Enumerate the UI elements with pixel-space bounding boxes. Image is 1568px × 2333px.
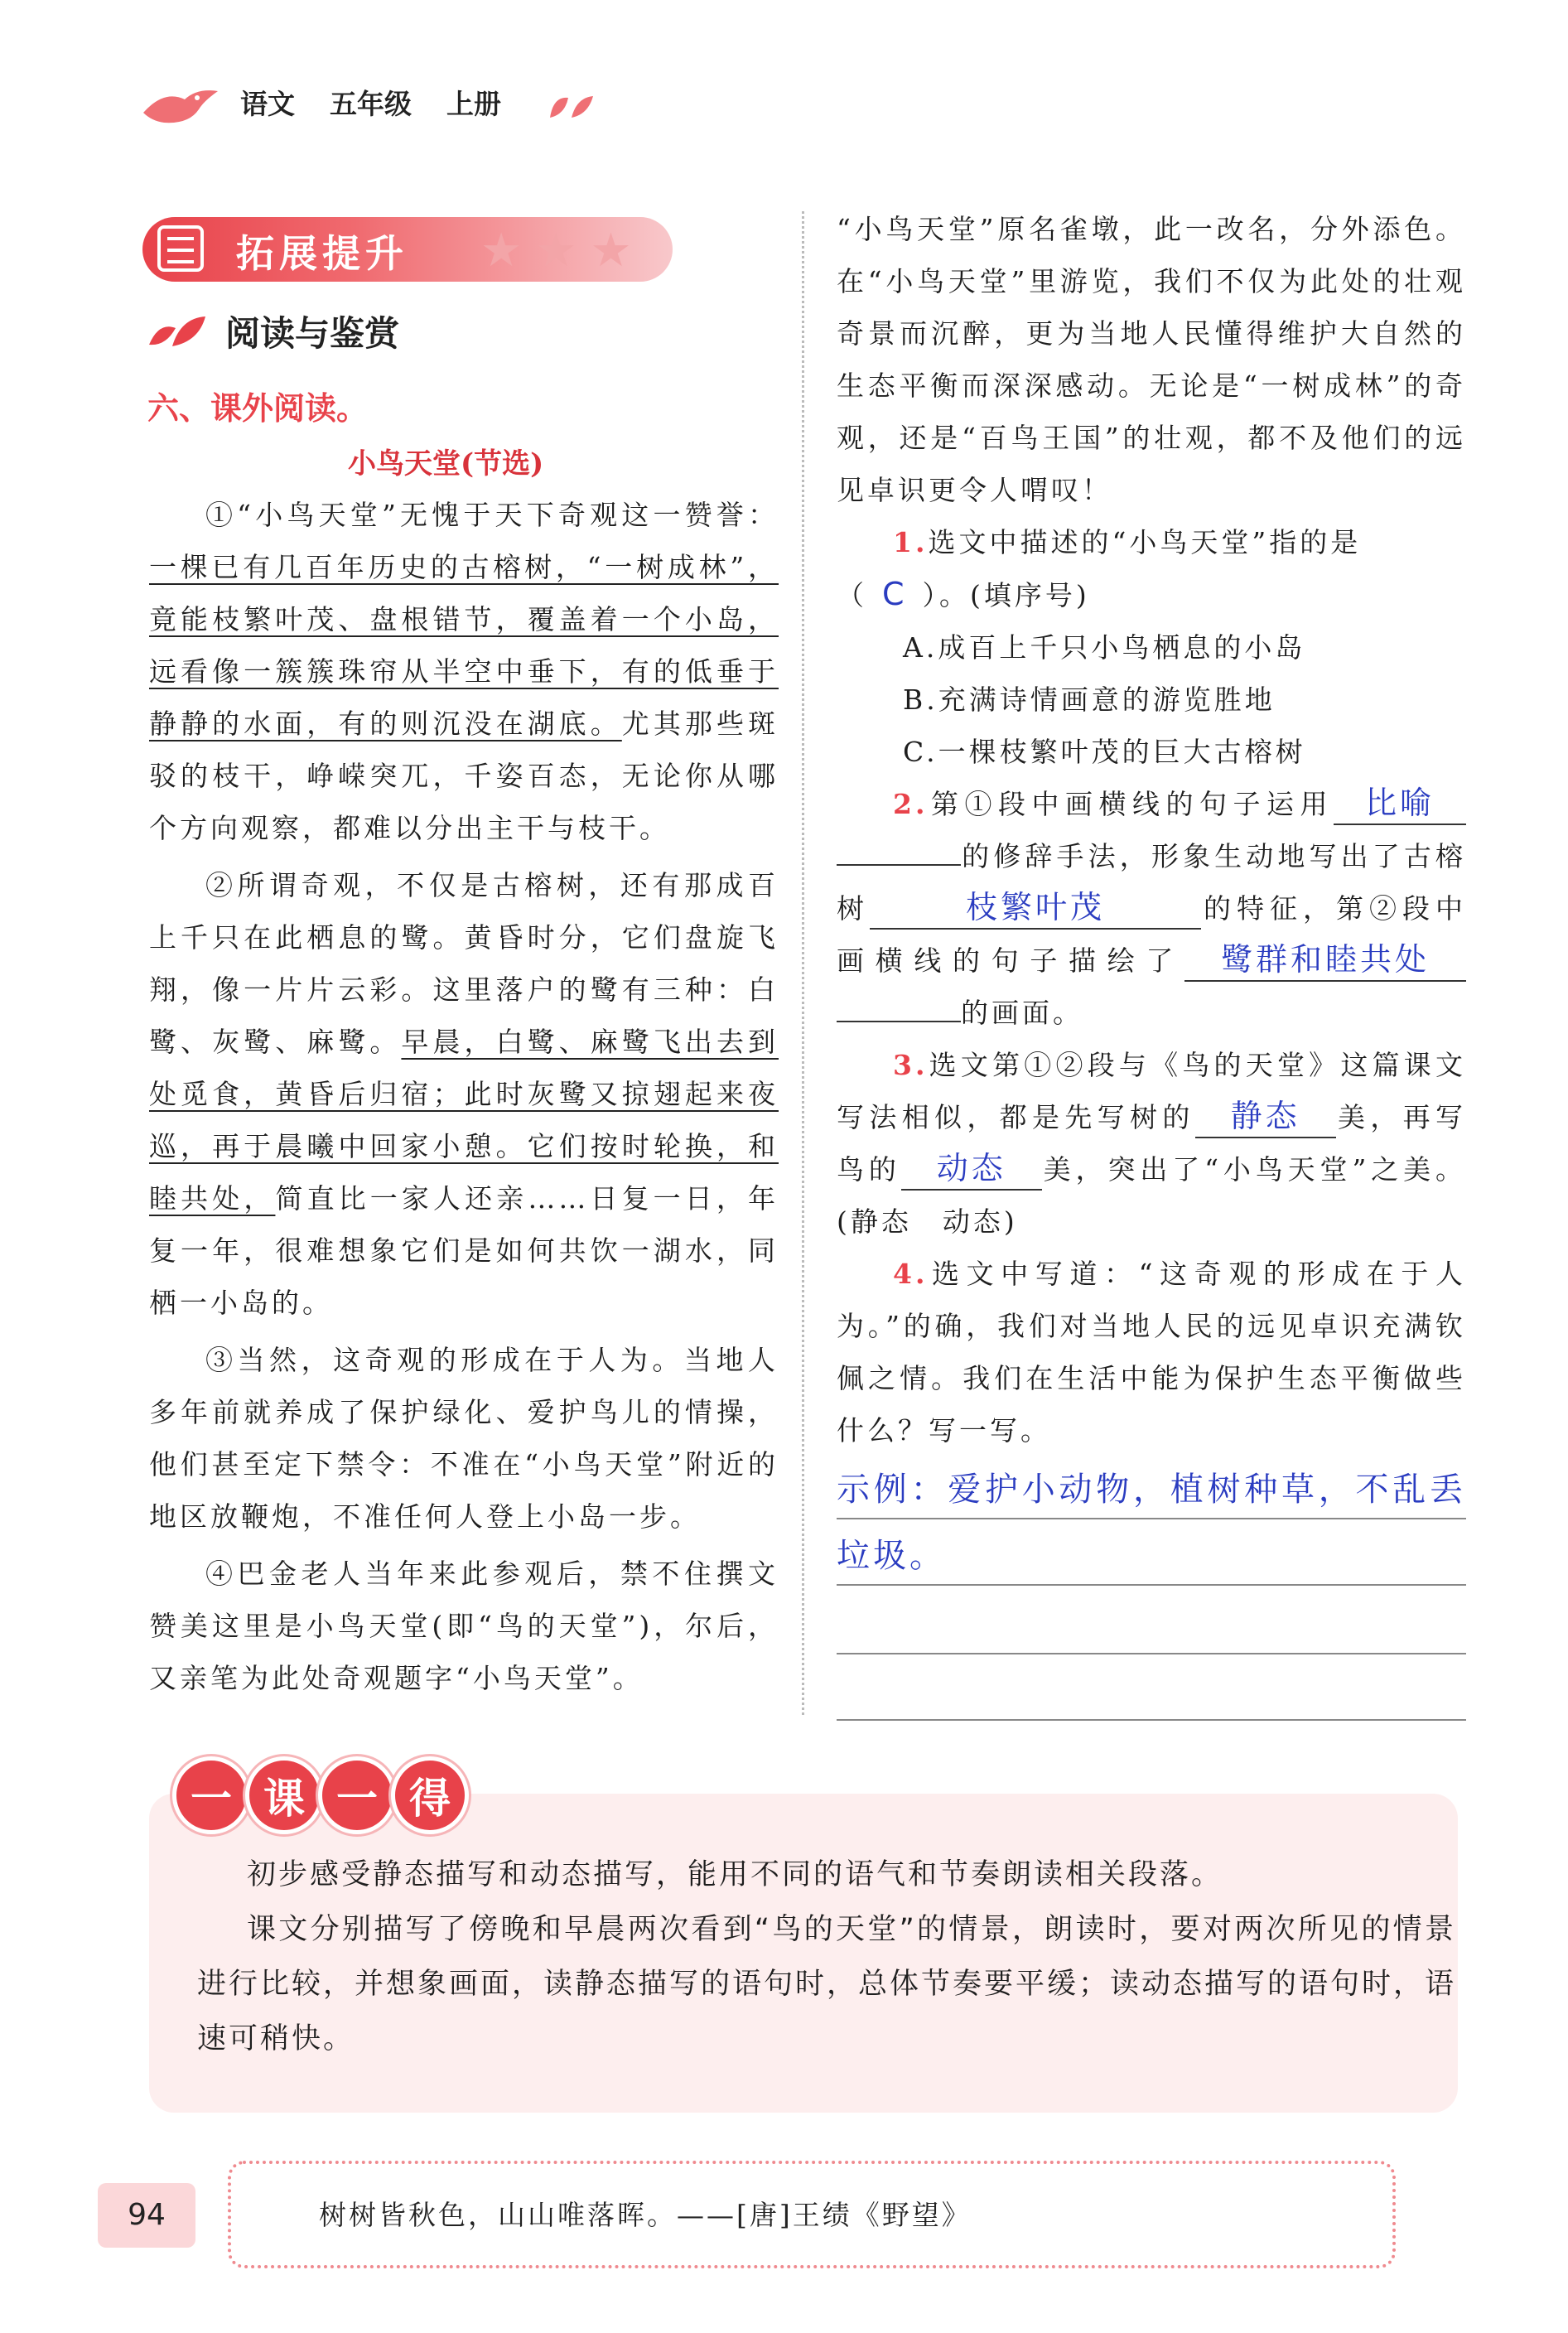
paragraph-1: ①“小鸟天堂”无愧于天下奇观这一赞誉：一棵已有几百年历史的古榕树，“一树成林”，竟能枝繁叶茂、盘根错节，覆盖着一个小岛，远看像一簇簇珠帘从半空中垂下，有的低垂于静静的水面，有的则沉没在湖底。尤其那些斑驳的枝干，峥嵘突兀，千姿百态，无论你从哪个方向观察，都难以分出主干与枝干。 bbox=[149, 499, 779, 844]
bird-icon bbox=[139, 81, 222, 131]
passage-continuation: “小鸟天堂”原名雀墩，此一改名，分外添色。在“小鸟天堂”里游览，我们不仅为此处的壮观奇景而沉醉，更为当地人民懂得维护大自然的生态平衡而深深感动。无论是“一树成林”的奇观，还是“百鸟王国”的壮观，都不及他们的远见卓识更令人喟叹！ bbox=[837, 213, 1466, 506]
paragraph-4: ④巴金老人当年来此参观后，禁不住撰文赞美这里是小鸟天堂(即“鸟的天堂”)，尔后，又亲笔为此处奇观题字“小鸟天堂”。 bbox=[149, 1558, 779, 1694]
underlined-sentence-1: 一棵已有几百年历史的古榕树，“一树成林”，竟能枝繁叶茂、盘根错节，覆盖着一个小岛，远看像一簇簇珠帘从半空中垂下，有的低垂于静静的水面，有的则沉没在湖底。 bbox=[149, 551, 779, 740]
paragraph-3: ③当然，这奇观的形成在于人为。当地人多年前就养成了保护绿化、爱护鸟儿的情操，他们甚至定下禁令：不准在“小鸟天堂”附近的地区放鞭炮，不准任何人登上小岛一步。 bbox=[149, 1344, 779, 1533]
q2-answer-2[interactable]: 枝繁叶茂 bbox=[870, 886, 1201, 930]
answer-line bbox=[837, 1653, 1466, 1654]
q1-option-c: C.一棵枝繁叶茂的巨大古榕树 bbox=[903, 736, 1306, 768]
banner-title: 拓展提升 bbox=[236, 231, 408, 276]
q1-answer[interactable]: C bbox=[882, 576, 908, 612]
volume: 上册 bbox=[446, 88, 501, 120]
q2-answer-3[interactable]: 鹭群和睦共处 bbox=[1184, 939, 1466, 982]
lesson-paragraph-1: 初步感受静态描写和动态描写，能用不同的语气和节奏朗读相关段落。 bbox=[247, 1858, 1223, 1891]
section-title: 阅读与鉴赏 bbox=[225, 313, 400, 354]
q1-option-a: A.成百上千只小鸟栖息的小岛 bbox=[903, 631, 1306, 664]
paragraph-2: ②所谓奇观，不仅是古榕树，还有那成百上千只在此栖息的鹭。黄昏时分，它们盘旋飞翔，像一片片云彩。这里落户的鹭有三种：白鹭、灰鹭、麻鹭。早晨，白鹭、麻鹭飞出去到处觅食，黄昏后归宿；此时灰鹭又掠翅起来夜巡，再于晨曦中回家小憩。它们按时轮换，和睦共处，简直比一家人还亲……日复一日，年复一年，很难想象它们是如何共饮一湖水，同栖一小岛的。 bbox=[149, 869, 779, 1319]
question-1-answer-line: （ C ）。(填序号) bbox=[837, 576, 1090, 612]
page-number: 94 bbox=[98, 2183, 195, 2248]
q3-answer-1[interactable]: 静态 bbox=[1195, 1095, 1336, 1138]
book-header bbox=[240, 83, 501, 122]
grade: 五年级 bbox=[330, 88, 412, 120]
badge: 课 bbox=[245, 1756, 323, 1834]
question-2: 2.第①段中画横线的句子运用 比喻的修辞手法，形象生动地写出了古榕树 枝繁叶茂 的特征，第②段中画横线的句子描绘了 鹭群和睦共处的画面。 bbox=[837, 778, 1466, 1039]
lesson-badges bbox=[172, 1756, 464, 1834]
notebook-icon bbox=[157, 225, 204, 272]
answer-line bbox=[837, 1518, 1466, 1519]
badge: 一 bbox=[318, 1756, 396, 1834]
column-divider bbox=[802, 211, 804, 1715]
lesson-paragraph-2: 课文分别描写了傍晚和早晨两次看到“鸟的天堂”的情景，朗读时，要对两次所见的情景进行比较，并想象画面，读静态描写的语句时，总体节奏要平缓；读动态描写的语句时，语速可稍快。 bbox=[197, 1913, 1457, 2055]
q3-answer-2[interactable]: 动态 bbox=[901, 1147, 1042, 1191]
leaf-icon bbox=[147, 313, 207, 350]
q4-answer[interactable]: 示例：爱护小动物，植树种草，不乱丢垃圾。 bbox=[837, 1471, 1466, 1575]
underlined-sentence-2: 早晨，白鹭、麻鹭飞出去到处觅食，黄昏后归宿；此时灰鹭又掠翅起来夜巡，再于晨曦中回家小憩。它们按时轮换，和睦共处， bbox=[149, 1026, 779, 1215]
question-4: 4.选文中写道：“这奇观的形成在于人为。”的确，我们对当地人民的远见卓识充满钦佩之情。我们在生活中能为保护生态平衡做些什么？写一写。 bbox=[837, 1258, 1466, 1447]
answer-line bbox=[837, 1584, 1466, 1586]
question-3: 3.选文第①②段与《鸟的天堂》这篇课文写法相似，都是先写树的 静态 美，再写鸟的 动态 美，突出了“小鸟天堂”之美。(静态 动态) bbox=[837, 1049, 1467, 1238]
q2-answer-1[interactable]: 比喻 bbox=[1334, 782, 1466, 825]
petals-icon bbox=[547, 93, 596, 121]
poem-quote: 树树皆秋色，山山唯落晖。——[唐]王绩《野望》 bbox=[319, 2199, 972, 2231]
q1-option-b: B.充满诗情画意的游览胜地 bbox=[903, 683, 1276, 716]
badge: 得 bbox=[391, 1756, 469, 1834]
question-group-heading: 六、课外阅读。 bbox=[147, 390, 369, 427]
answer-line bbox=[837, 1719, 1466, 1721]
subject: 语文 bbox=[240, 88, 295, 120]
badge: 一 bbox=[172, 1756, 250, 1834]
passage-title: 小鸟天堂(节选) bbox=[348, 447, 544, 481]
stars-icon: ★★★ bbox=[480, 224, 645, 278]
passage bbox=[149, 489, 779, 1704]
right-column bbox=[837, 203, 1466, 1589]
lesson-text bbox=[197, 1848, 1456, 2066]
question-1: 1.选文中描述的“小鸟天堂”指的是 bbox=[893, 526, 1362, 558]
